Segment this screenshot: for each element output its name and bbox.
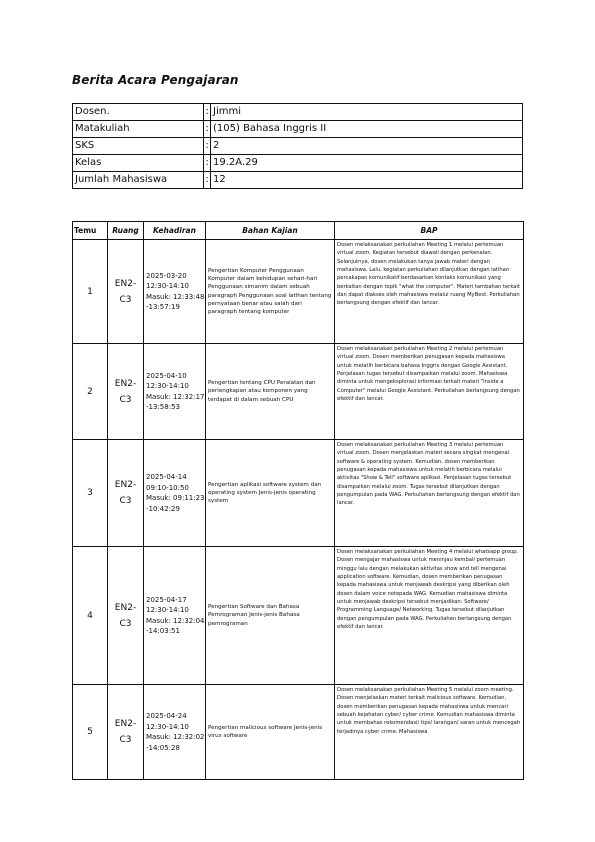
material-cell: Pengertian tentang CPU Peralatan dan perlengkapan atau komponen yang terdapat di dalam sebuah CPU (206, 344, 335, 440)
attendance-masuk: Masuk: 12:32:17 (146, 392, 205, 401)
info-value: 19.2A.29 (211, 155, 523, 172)
material-cell: Pengertian Software dan Bahasa Pemrograman Jenis-jenis Bahasa pemrograman (206, 547, 335, 685)
info-label: Kelas (73, 155, 204, 172)
info-value: (105) Bahasa Inggris II (211, 121, 523, 138)
info-value: 12 (211, 172, 523, 189)
attendance-masuk: Masuk: 09:11:23 (146, 494, 205, 502)
attendance-keluar: -14:05:28 (146, 743, 180, 752)
info-separator: : (204, 172, 211, 189)
attendance-cell (144, 240, 206, 344)
col-header-bahan-kajian: Bahan Kajian (206, 222, 335, 240)
attendance-keluar: -10:42:29 (146, 504, 180, 513)
info-separator: : (204, 138, 211, 155)
meeting-number: 3 (73, 440, 108, 547)
page-title: Berita Acara Pengajaran (72, 73, 239, 87)
attendance-time: 09:10-10:50 (146, 483, 189, 492)
attendance-masuk: Masuk: 12:32:04 (146, 616, 205, 625)
attendance-date: 2025-04-17 (146, 595, 187, 604)
info-row (73, 138, 523, 155)
attendance-cell (144, 344, 206, 440)
room-cell: EN2-C3 (108, 440, 144, 547)
meeting-number: 5 (73, 685, 108, 780)
table-row (73, 344, 524, 440)
col-header-bap: BAP (335, 222, 524, 240)
bap-cell: Dosen melaksanakan perkuliahan Meeting 2 melalui pertemuan virtual zoom. Dosen memberikan penugasan kepada mahasiswa untuk melatih berbicara bahasa Inggris dengan Google Assistant. Penjelasan tugas tersebut disampaikan melalui zoom. Mahasiswa diminta untuk mengeksplorasi informasi terkait materi "Inside a Computer" melalui Google Assistant. Perkuliahan berlangsung dengan efektif dan lancar. (335, 344, 524, 440)
info-separator: : (204, 121, 211, 138)
room-cell: EN2-C3 (108, 685, 144, 780)
info-label: Matakuliah (73, 121, 204, 138)
attendance-time: 12:30-14:10 (146, 382, 189, 390)
attendance-cell (144, 547, 206, 685)
info-separator: : (204, 104, 211, 121)
bap-cell: Dosen melaksanakan perkuliahan Meeting 5 melalui zoom meeting. Dosen menjelaskan materi terkait malicious software. Kemudian, dosen memberikan penugasan kepada mahasiswa untuk mencari sebuah kejahatan cyber/ cyber crime. Kemudian mahasiswa diminta untuk membahas rekomendasi/ tips/ larangan/ saran untuk mencegah terjadinya cyber crime. Mahasiswa (335, 685, 524, 780)
table-header-row (73, 222, 524, 240)
bap-cell: Dosen melaksanakan perkuliahan Meeting 4 melalui whatsapp group. Dosen mengajar mahasiswa untuk meninjau kembali pertemuan minggu lalu dengan melakukan aktivitas show and tell mengenai application software. Kemudian, dosen memberikan penugasan kepada mahasiswa untuk menjawab deskripsi yang diberikan oleh dosen dalam voice notepada WAG. Kemudian mahasiswa diminta untuk menjawab deskripsi tersebut menjadikan: Software/ Programming Language/ Networking. Tugas tersebut dilanjutkan dengan pengumpulan pada WAG. Perkuliahan berlangsung dengan efektif dan lancar. (335, 547, 524, 685)
attendance-cell (144, 440, 206, 547)
attendance-table (72, 221, 524, 780)
attendance-time: 12:30-14:10 (146, 606, 189, 614)
info-value: 2 (211, 138, 523, 155)
attendance-keluar: -13:58:53 (146, 403, 180, 411)
attendance-cell (144, 685, 206, 780)
info-label: SKS (73, 138, 204, 155)
material-cell: Pengertian aplikasi software system dan operating system Jenis-jenis operating system (206, 440, 335, 547)
material-cell: Pengertian Komputer Penggunaan Komputer dalam kehidupan sehari-hari Penggunaan simanim dalam sebuah paragraph Penggunaan soal latihan tentang pernyataan benar atau salah dari paragraph tentang komputer (206, 240, 335, 344)
info-label: Dosen. (73, 104, 204, 121)
attendance-keluar: -13:57:19 (146, 303, 180, 311)
info-row (73, 172, 523, 189)
info-row (73, 121, 523, 138)
attendance-date: 2025-04-14 (146, 473, 187, 481)
meeting-number: 4 (73, 547, 108, 685)
attendance-masuk: Masuk: 12:33:48 (146, 292, 205, 301)
table-row (73, 685, 524, 780)
info-value: Jimmi (211, 104, 523, 121)
table-row (73, 440, 524, 547)
table-row (73, 547, 524, 685)
attendance-date: 2025-04-24 (146, 712, 187, 720)
col-header-ruang: Ruang (108, 222, 144, 240)
room-cell: EN2-C3 (108, 344, 144, 440)
attendance-date: 2025-03-20 (146, 271, 187, 280)
col-header-kehadiran: Kehadiran (144, 222, 206, 240)
info-separator: : (204, 155, 211, 172)
bap-cell: Dosen melaksanakan perkuliahan Meeting 3 melalui pertemuan virtual zoom. Dosen menjelaskan materi secara singkat mengenai software & operating system. Kemudian, dosen memberikan penugasan kepada mahasiswa untuk melatih berbicara melalui aktivitas "Show & Tell" software aplikasi. Penjelasan tugas tersebut disampaikan melalui zoom. Tugas tersebut dilanjutkan dengan pengumpulan pada WAG. Perkuliahan berlangsung dengan efektif dan lancar. (335, 440, 524, 547)
table-row (73, 240, 524, 344)
bap-cell: Dosen melaksanakan perkuliahan Meeting 1 melalui pertemuan virtual zoom. Kegiatan tersebut diawali dengan perkenalan. Selanjutnya, dosen melakukan tanya jawab materi dengan mahasiswa. Lalu, kegiatan perkuliahan dilanjutkan dengan latihan percakapan komunikatif berdasarkan kontaks komunikasi yang berkaitan dengan topik "what the computer". Materi tambahan terkait dan dapat diakses oleh mahasiswa melalui ruang MyBest. Perkuliahan berlangsung dengan efektif dan lancar. (335, 240, 524, 344)
material-cell: Pengertian malicious software Jenis-jenis virus software (206, 685, 335, 780)
col-header-temu: Temu (73, 222, 108, 240)
room-cell: EN2-C3 (108, 240, 144, 344)
attendance-date: 2025-04-10 (146, 371, 187, 380)
room-cell: EN2-C3 (108, 547, 144, 685)
info-label: Jumlah Mahasiswa (73, 172, 204, 189)
attendance-masuk: Masuk: 12:32:02 (146, 733, 205, 741)
info-row (73, 155, 523, 172)
meeting-number: 2 (73, 344, 108, 440)
info-row (73, 104, 523, 121)
attendance-time: 12:30-14:10 (146, 282, 189, 290)
attendance-keluar: -14:03:51 (146, 627, 180, 635)
course-info-table (72, 103, 523, 189)
attendance-time: 12:30-14:10 (146, 722, 189, 731)
meeting-number: 1 (73, 240, 108, 344)
